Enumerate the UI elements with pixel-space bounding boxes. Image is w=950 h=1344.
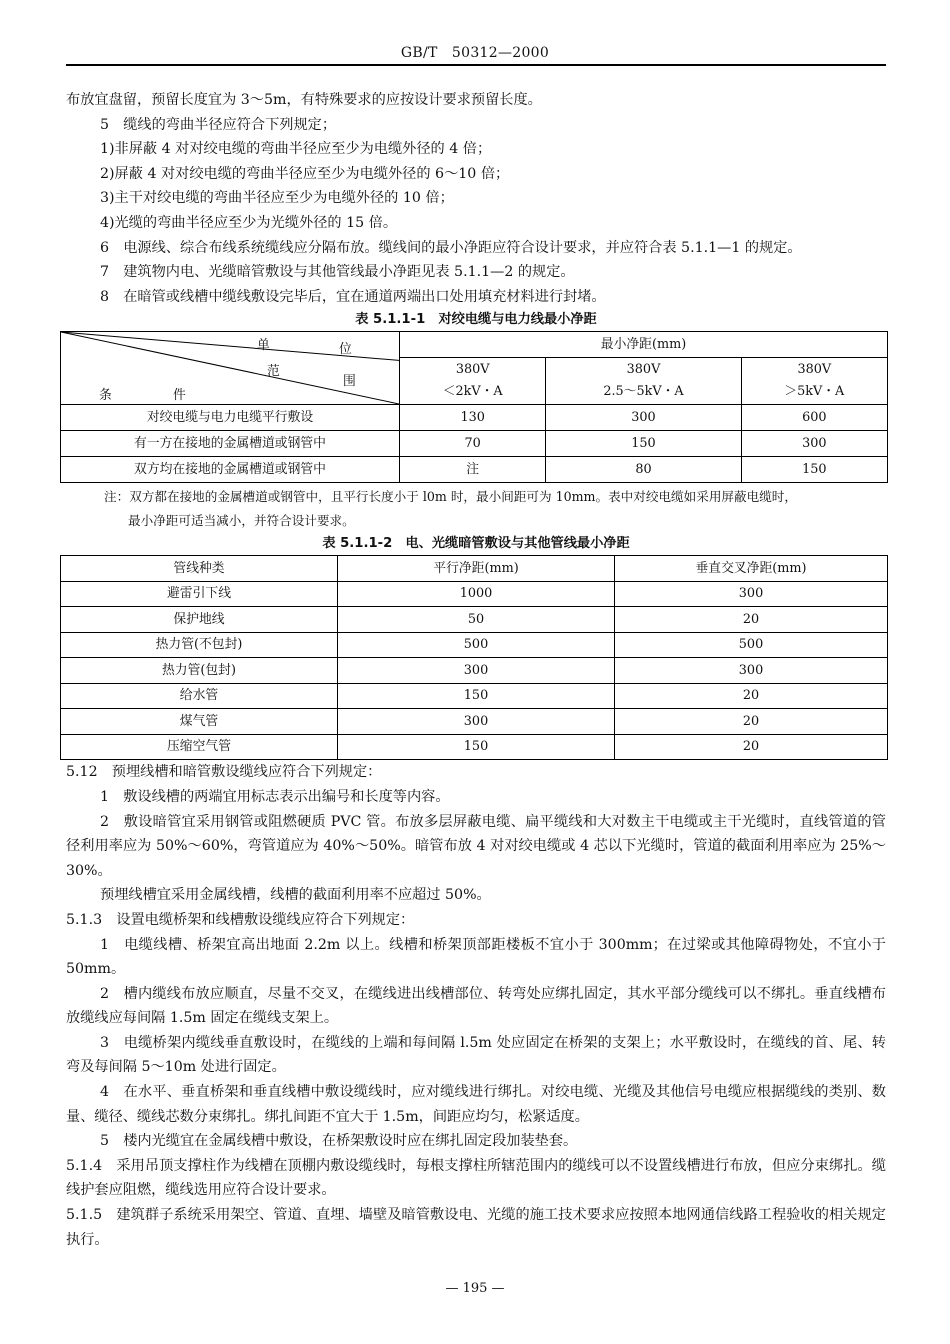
cell: 保护地线 [61, 607, 338, 633]
table-row [61, 632, 888, 658]
cell: 600 [741, 405, 887, 431]
note-line: 注：双方都在接地的金属槽道或钢管中，且平行长度小于 l0m 时，最小间距可为 10mm。表中对绞电缆如采用屏蔽电缆时， [104, 489, 797, 505]
table1-col-header [546, 358, 741, 405]
paragraph: 1 电缆线槽、桥架宜高出地面 2.2m 以上。线槽和桥架顶部距楼板不宜小于 300mm；在过梁或其他障碍物处，不宜小于 50mm。 [66, 936, 886, 978]
cell: 50 [338, 607, 615, 633]
table-row [61, 405, 888, 431]
table-row [61, 457, 888, 483]
paragraph: 2)屏蔽 4 对对绞电缆的弯曲半径应至少为电缆外径的 6～10 倍； [100, 165, 510, 182]
cell: 1000 [338, 581, 615, 607]
diag-label: 范 [267, 364, 280, 380]
paragraph: 布放宜盘留，预留长度宜为 3～5m，有特殊要求的应按设计要求预留长度。 [66, 92, 542, 108]
row-label: 双方均在接地的金属槽道或钢管中 [61, 457, 400, 483]
table-row [61, 431, 888, 457]
paragraph: 预埋线槽宜采用金属线槽，线槽的截面利用率不应超过 50%。 [100, 887, 491, 904]
cell: 20 [615, 607, 888, 633]
paragraph: 3)主干对绞电缆的弯曲半径应至少为电缆外径的 10 倍； [100, 190, 454, 207]
col-header: 平行净距(mm) [338, 556, 615, 582]
cell: 300 [615, 581, 888, 607]
table-row [61, 607, 888, 633]
paragraph: 5.1.4 采用吊顶支撑柱作为线槽在顶棚内敷设缆线时，每根支撑柱所辖范围内的缆线可以不设置线槽进行布放，但应分束绑扎。缆线护套应阻燃，缆线选用应符合设计要求。 [66, 1157, 886, 1199]
paragraph: 1 敷设线槽的两端宜用标志表示出编号和长度等内容。 [100, 788, 450, 805]
cell: 300 [615, 658, 888, 684]
page-header-code: GB/T 50312—2000 [400, 45, 550, 61]
cell: 500 [615, 632, 888, 658]
col-top: 380V [626, 362, 661, 378]
paragraph: 3 电缆桥架内缆线垂直敷设时，在缆线的上端和每间隔 l.5m 处应固定在桥架的支架上；水平敷设时，在缆线的首、尾、转弯及每间隔 5～10m 处进行固定。 [66, 1034, 886, 1076]
col-header: 管线种类 [61, 556, 338, 582]
cell: 150 [338, 683, 615, 709]
paragraph: 8 在暗管或线槽中缆线敷设完毕后，宜在通道两端出口处用填充材料进行封堵。 [100, 288, 606, 305]
col-top: 380V [455, 362, 490, 378]
cell: 20 [615, 683, 888, 709]
paragraph: 5.12 预埋线槽和暗管敷设缆线应符合下列规定： [66, 764, 382, 781]
paragraph: 4 在水平、垂直桥架和垂直线槽中敷设缆线时，应对缆线进行绑扎。对绞电缆、光缆及其他信号电缆应根据缆线的类别、数量、缆径、缆线芯数分束绑扎。绑扎间距不宜大于 1.5m，间距应均匀，松紧适度。 [66, 1084, 886, 1125]
paragraph: 2 槽内缆线布放应顺直，尽量不交叉，在缆线进出线槽部位、转弯处应绑扎固定，其水平部分缆线可以不绑扎。垂直线槽布放缆线应每间隔 1.5m 固定在缆线支架上。 [66, 985, 886, 1027]
diag-label: 围 [343, 374, 356, 390]
col-bottom: ＜2kV・A [442, 384, 503, 400]
diag-label: 单 [257, 338, 270, 354]
cell: 避雷引下线 [61, 581, 338, 607]
cell: 150 [338, 734, 615, 760]
diag-label: 件 [173, 388, 186, 404]
table2-caption: 表 5.1.1-2 电、光缆暗管敷设与其他管线最小净距 [322, 536, 630, 552]
note-line: 最小净距可适当减小，并符合设计要求。 [128, 513, 355, 529]
cell: 150 [546, 431, 741, 457]
table-row [61, 581, 888, 607]
paragraph: 2 敷设暗管宜采用钢管或阻燃硬质 PVC 管。布放多层屏蔽电缆、扁平缆线和大对数主干电缆或主干光缆时，直线管道的管径利用率应为 50%～60%，弯管道应为 40%～50%。暗管布放 4 对对绞电缆或 4 芯以下光缆时，管道的截面利用率应为 25%～30%。 [66, 813, 886, 879]
paragraph: 5 楼内光缆宜在金属线槽中敷设，在桥架敷设时应在绑扎固定段加装垫套。 [100, 1133, 578, 1150]
row-label: 有一方在接地的金属槽道或钢管中 [61, 431, 400, 457]
cell: 70 [400, 431, 546, 457]
paragraph: 4)光缆的弯曲半径应至少为光缆外径的 15 倍。 [100, 214, 398, 231]
cell: 300 [741, 431, 887, 457]
table-row [61, 709, 888, 735]
cell: 20 [615, 709, 888, 735]
header-rule [66, 64, 886, 66]
table1-col-header [400, 358, 546, 405]
table1 [60, 331, 888, 483]
cell: 300 [546, 405, 741, 431]
paragraph: 5 缆线的弯曲半径应符合下列规定； [100, 116, 337, 133]
table-row [61, 734, 888, 760]
table-header-row [61, 556, 888, 582]
cell: 20 [615, 734, 888, 760]
col-header: 垂直交叉净距(mm) [615, 556, 888, 582]
col-bottom: 2.5～5kV・A [603, 384, 684, 400]
cell: 300 [338, 709, 615, 735]
table-row [61, 683, 888, 709]
diag-label: 位 [339, 342, 352, 358]
row-label: 对绞电缆与电力电缆平行敷设 [61, 405, 400, 431]
table1-col-header [741, 358, 887, 405]
paragraph: 5.1.3 设置电缆桥架和线槽敷设缆线应符合下列规定： [66, 911, 415, 928]
cell: 给水管 [61, 683, 338, 709]
table1-caption: 表 5.1.1-1 对绞电缆与电力线最小净距 [355, 312, 597, 328]
col-top: 380V [797, 362, 832, 378]
paragraph: 7 建筑物内电、光缆暗管敷设与其他管线最小净距见表 5.1.1—2 的规定。 [100, 264, 575, 281]
cell: 注 [400, 457, 546, 483]
cell: 煤气管 [61, 709, 338, 735]
table1-main-header: 最小净距(mm) [400, 332, 888, 358]
cell: 150 [741, 457, 887, 483]
paragraph: 1)非屏蔽 4 对对绞电缆的弯曲半径应至少为电缆外径的 4 倍； [100, 141, 492, 158]
table-row [61, 658, 888, 684]
cell: 压缩空气管 [61, 734, 338, 760]
col-bottom: ＞5kV・A [784, 384, 845, 400]
cell: 130 [400, 405, 546, 431]
cell: 热力管(不包封) [61, 632, 338, 658]
page-content [66, 88, 886, 1252]
table1-note [66, 485, 886, 533]
paragraph: 6 电源线、综合布线系统缆线应分隔布放。缆线间的最小净距应符合设计要求，并应符合表 5.1.1—1 的规定。 [100, 239, 802, 256]
table1-diagonal-header [61, 332, 400, 405]
cell: 80 [546, 457, 741, 483]
cell: 热力管(包封) [61, 658, 338, 684]
table2 [60, 555, 888, 760]
paragraph: 5.1.5 建筑群子系统采用架空、管道、直埋、墙壁及暗管敷设电、光缆的施工技术要求应按照本地网通信线路工程验收的相关规定执行。 [66, 1207, 886, 1248]
diag-label: 条 [99, 388, 112, 404]
cell: 300 [338, 658, 615, 684]
cell: 500 [338, 632, 615, 658]
page-number: — 195 — [445, 1281, 505, 1296]
